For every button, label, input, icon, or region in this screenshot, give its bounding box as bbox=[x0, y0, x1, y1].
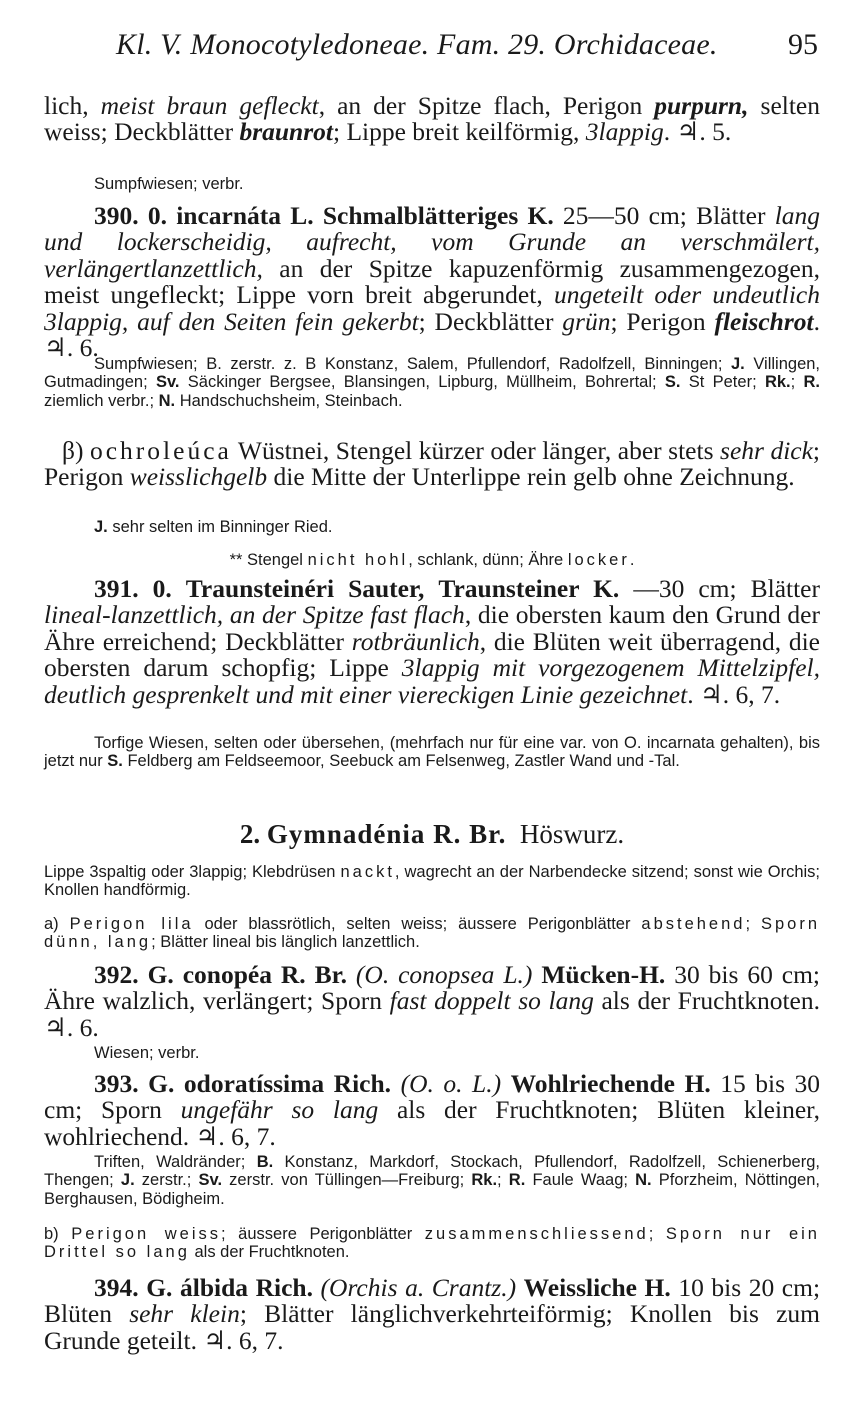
genus-description: Lippe 3spaltig oder 3lappig; Klebdrüsen nackt, wagrecht an der Narbendecke sitzend; sonst wie Orchis; Knollen handförmig. bbox=[44, 863, 821, 900]
habitat-note-beta: J. sehr selten im Binninger Ried. bbox=[94, 518, 333, 536]
habitat-note-392: Wiesen; verbr. bbox=[94, 1044, 200, 1062]
page-number: 95 bbox=[788, 28, 818, 61]
running-header bbox=[44, 28, 820, 68]
species-entry-390: 390. 0. incarnáta L. Schmalblätteriges K. 25—50 cm; Blätter lang und lockerscheidig, aufrecht, vom Grunde an verschmälert, verlängertlanzettlich, an der Spitze kapuzenförmig zusammengezogen, meist ungefleckt; Lippe vorn breit abgerundet, ungeteilt oder undeutlich 3lappig, auf den Seiten fein gekerbt; Deckblätter grün; Perigon fleischrot. ♃. 6. bbox=[44, 201, 821, 363]
habitat-note-391: Torfige Wiesen, selten oder übersehen, (mehrfach nur für eine var. von O. incarnata gehalten), bis jetzt nur S. Feldberg am Feldseemoor, Seebuck am Felsenweg, Zastler Wand und -Tal. bbox=[44, 734, 820, 771]
habitat-note-390: Sumpfwiesen; B. zerstr. z. B Konstanz, Salem, Pfullendorf, Radolfzell, Binningen; J. Villingen, Gutmadingen; Sv. Säckinger Bergsee, Blansingen, Lipburg, Müllheim, Bohrertal; S. St Peter; Rk.; R. ziemlich verbr.; N. Handschuchsheim, Steinbach. bbox=[44, 355, 821, 410]
species-entry-394: 394. G. álbida Rich. (Orchis a. Crantz.) Weissliche H. 10 bis 20 cm; Blüten sehr klein; Blätter länglichverkehrteiförmig; Knollen bis zum Grunde geteilt. ♃. 6, 7. bbox=[44, 1273, 821, 1355]
key-b: b) Perigon weiss; äussere Perigonblätter zusammenschliessend; Sporn nur ein Drittel so lang als der Fruchtknoten. bbox=[44, 1225, 820, 1262]
habitat-note-393: Triften, Waldränder; B. Konstanz, Markdorf, Stockach, Pfullendorf, Radolfzell, Schienerberg, Thengen; J. zerstr.; Sv. zerstr. von Tüllingen—Freiburg; Rk.; R. Faule Waag; N. Pforzheim, Nöttingen, Berghausen, Bödigheim. bbox=[44, 1153, 820, 1208]
key-a: a) Perigon lila oder blassrötlich, selten weiss; äussere Perigonblätter abstehend; Sporn dünn, lang; Blätter lineal bis länglich lanzettlich. bbox=[44, 915, 820, 952]
species-entry-391: 391. 0. Traunsteinéri Sauter, Traunsteiner K. —30 cm; Blätter lineal-lanzettlich, an der Spitze fast flach, die obersten kaum den Grund der Ähre erreichend; Deckblätter rotbräunlich, die Blüten weit überragend, die obersten darum schopfig; Lippe 3lappig mit vorgezogenem Mittelzipfel, deutlich gesprenkelt und mit einer viereckigen Linie gezeichnet. ♃. 6, 7. bbox=[44, 574, 820, 709]
variety-beta: β) ochroleúca Wüstnei, Stengel kürzer oder länger, aber stets sehr dick; Perigon weisslichgelb die Mitte der Unterlippe rein gelb ohne Zeichnung. bbox=[44, 436, 821, 492]
subsection-heading: ** Stengel nicht hohl, schlank, dünn; Ähre locker. bbox=[229, 551, 635, 569]
continuation-paragraph: lich, meist braun gefleckt, an der Spitze flach, Perigon purpurn, selten weiss; Deckblätter braunrot; Lippe breit keilförmig, 3lappig. ♃. 5. bbox=[44, 91, 820, 147]
genus-heading: 2. Gymnadénia R. Br. Höswurz. bbox=[239, 819, 625, 849]
species-entry-393: 393. G. odoratíssima Rich. (O. o. L.) Wohlriechende H. 15 bis 30 cm; Sporn ungefähr so lang als der Fruchtknoten; Blüten kleiner, wohlriechend. ♃. 6, 7. bbox=[44, 1069, 821, 1151]
header-title: Kl. V. Monocotyledoneae. Fam. 29. Orchidaceae. bbox=[116, 28, 718, 61]
species-entry-392: 392. G. conopéa R. Br. (O. conopsea L.) Mücken-H. 30 bis 60 cm; Ähre walzlich, verlängert; Sporn fast doppelt so lang als der Fruchtknoten. ♃. 6. bbox=[44, 960, 821, 1042]
habitat-note: Sumpfwiesen; verbr. bbox=[94, 175, 244, 193]
